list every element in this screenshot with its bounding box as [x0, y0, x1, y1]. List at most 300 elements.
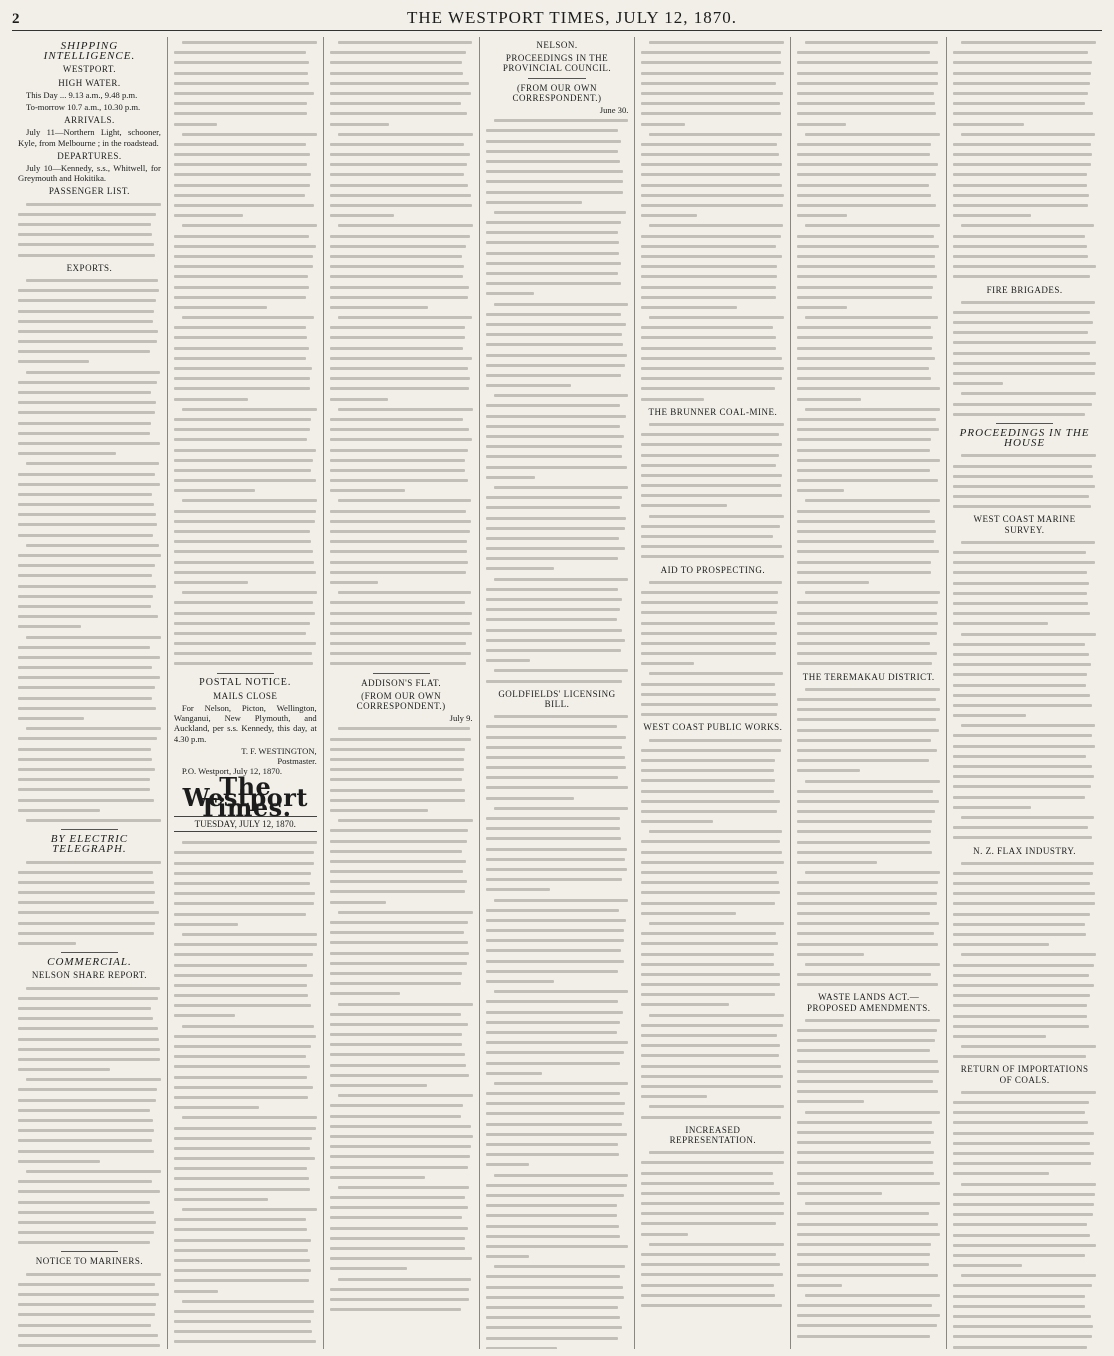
text-line: [330, 846, 473, 856]
text-line: [797, 210, 940, 220]
text-line: [330, 866, 473, 876]
text-line: [953, 822, 1096, 832]
text-line: [486, 1271, 629, 1281]
text-line: [953, 690, 1096, 700]
text-line: [174, 169, 317, 179]
text-line: [330, 628, 473, 638]
text-line: [486, 915, 629, 925]
text-line: [486, 854, 629, 864]
text-line: [641, 419, 784, 429]
text-line: [18, 632, 161, 642]
text-line: [641, 490, 784, 500]
text-line: [641, 1178, 784, 1188]
text-line: [18, 316, 161, 326]
text-line: [330, 608, 473, 618]
text-line: [18, 611, 161, 621]
text-line: [330, 1223, 473, 1233]
text-block: [641, 1147, 784, 1310]
text-line: [641, 190, 784, 200]
text-line: [953, 1021, 1096, 1031]
text-line: [486, 742, 629, 752]
text-line: [953, 1280, 1096, 1290]
text-line: [797, 190, 940, 200]
text-line: [641, 322, 784, 332]
text-line: [486, 197, 629, 207]
text-line: [174, 868, 317, 878]
text-line: [641, 735, 784, 745]
text-line: [174, 343, 317, 353]
text-line: [953, 119, 1096, 129]
text-line: [330, 414, 473, 424]
text-line: [953, 1107, 1096, 1117]
text-line: [797, 939, 940, 949]
text-line: [18, 1146, 161, 1156]
text-line: [486, 676, 629, 686]
text-line: [330, 169, 473, 179]
text-line: [174, 37, 317, 47]
column-4: [480, 37, 636, 1349]
text-line: [953, 802, 1096, 812]
text-line: [18, 550, 161, 560]
text-line: [797, 241, 940, 251]
text-line: [330, 404, 473, 414]
text-line: [953, 1301, 1096, 1311]
text-line: [797, 1117, 940, 1127]
text-line: [953, 1138, 1096, 1148]
heading-postal-notice: POSTAL NOTICE.: [199, 676, 292, 688]
text-line: [641, 999, 784, 1009]
text-line: [330, 190, 473, 200]
text-line: [641, 577, 784, 587]
text-line: [18, 275, 161, 285]
text-line: [953, 557, 1096, 567]
text-line: [486, 411, 629, 421]
text-line: [953, 1128, 1096, 1138]
text-line: [797, 536, 940, 546]
text-line: [953, 139, 1096, 149]
text-line: [486, 1190, 629, 1200]
text-line: [797, 465, 940, 475]
text-line: [953, 68, 1096, 78]
text-line: [641, 1259, 784, 1269]
text-line: [330, 1294, 473, 1304]
arrival-entry: July 11—Northern Light, schooner, Kyle, from Melbourne ; in the roadstead.: [18, 127, 161, 148]
text-line: [486, 523, 629, 533]
text-line: [797, 1015, 940, 1025]
text-line: [486, 299, 629, 309]
text-line: [486, 1017, 629, 1027]
text-block: [18, 857, 161, 949]
text-line: [18, 1084, 161, 1094]
text-line: [486, 268, 629, 278]
text-line: [641, 1081, 784, 1091]
text-line: [18, 469, 161, 479]
text-line: [330, 292, 473, 302]
text-line: [797, 796, 940, 806]
column-7: [947, 37, 1102, 1349]
text-line: [953, 348, 1096, 358]
text-line: [953, 231, 1096, 241]
text-line: [18, 621, 161, 631]
text-line: [797, 1086, 940, 1096]
text-line: [18, 877, 161, 887]
text-line: [486, 431, 629, 441]
text-line: [797, 292, 940, 302]
text-line: [797, 1178, 940, 1188]
text-line: [18, 703, 161, 713]
text-line: [174, 475, 317, 485]
text-line: [174, 292, 317, 302]
text-line: [641, 597, 784, 607]
text-line: [486, 711, 629, 721]
text-line: [641, 1091, 784, 1101]
text-line: [330, 587, 473, 597]
text-line: [486, 1312, 629, 1322]
text-line: [330, 886, 473, 896]
text-block: [953, 37, 1096, 282]
text-line: [486, 762, 629, 772]
text-line: [174, 638, 317, 648]
text-block: [18, 275, 161, 540]
heading-correspondent: (FROM OUR OWN CORRESPONDENT.): [356, 690, 446, 712]
heading-westport: WESTPORT.: [62, 64, 116, 75]
text-line: [797, 261, 940, 271]
text-line: [486, 441, 629, 451]
text-line: [641, 887, 784, 897]
text-line: [18, 489, 161, 499]
text-line: [174, 608, 317, 618]
text-line: [641, 363, 784, 373]
text-line: [330, 764, 473, 774]
text-line: [330, 1192, 473, 1202]
text-line: [486, 380, 629, 390]
heading-addisons-flat: ADDISON'S FLAT.: [361, 677, 442, 688]
text-line: [797, 149, 940, 159]
heading-mails-close: MAILS CLOSE: [213, 690, 278, 701]
text-line: [486, 966, 629, 976]
text-line: [330, 1243, 473, 1253]
text-line: [641, 1040, 784, 1050]
text-line: [330, 424, 473, 434]
text-line: [797, 47, 940, 57]
text-line: [797, 312, 940, 322]
text-line: [18, 1186, 161, 1196]
text-block: [486, 115, 629, 686]
text-line: [18, 938, 161, 948]
text-line: [18, 560, 161, 570]
text-line: [953, 710, 1096, 720]
text-line: [174, 1306, 317, 1316]
text-line: [641, 857, 784, 867]
text-line: [330, 47, 473, 57]
text-line: [174, 1031, 317, 1041]
text-line: [797, 424, 940, 434]
text-line: [953, 868, 1096, 878]
text-line: [330, 897, 473, 907]
text-line: [797, 694, 940, 704]
text-line: [330, 618, 473, 628]
text-line: [486, 390, 629, 400]
text-line: [18, 993, 161, 1003]
section-shipping: SHIPPING INTELLIGENCE.: [43, 40, 136, 63]
divider: [61, 829, 118, 830]
text-line: [641, 312, 784, 322]
text-line: [18, 1237, 161, 1247]
text-line: [486, 288, 629, 298]
text-line: [953, 720, 1096, 730]
text-line: [330, 241, 473, 251]
text-line: [174, 1092, 317, 1102]
text-line: [641, 908, 784, 918]
text-line: [797, 587, 940, 597]
text-line: [174, 837, 317, 847]
text-line: [486, 136, 629, 146]
text-line: [330, 557, 473, 567]
text-line: [641, 261, 784, 271]
text-line: [18, 1227, 161, 1237]
text-line: [18, 239, 161, 249]
text-line: [18, 458, 161, 468]
text-line: [641, 765, 784, 775]
text-line: [18, 754, 161, 764]
text-line: [174, 1204, 317, 1214]
text-line: [18, 1176, 161, 1186]
text-line: [797, 816, 940, 826]
text-line: [174, 68, 317, 78]
text-line: [330, 68, 473, 78]
text-line: [797, 908, 940, 918]
text-line: [174, 200, 317, 210]
text-line: [330, 139, 473, 149]
text-line: [953, 501, 1096, 511]
text-line: [330, 805, 473, 815]
text-line: [174, 332, 317, 342]
text-line: [797, 725, 940, 735]
text-line: [953, 450, 1096, 460]
text-line: [330, 774, 473, 784]
text-line: [953, 990, 1096, 1000]
divider: [996, 423, 1053, 424]
text-line: [330, 1019, 473, 1029]
text-line: [953, 598, 1096, 608]
text-line: [486, 793, 629, 803]
text-line: [953, 1011, 1096, 1021]
text-line: [797, 1127, 940, 1137]
text-line: [953, 317, 1096, 327]
text-line: [641, 231, 784, 241]
text-line: [797, 485, 940, 495]
text-line: [797, 455, 940, 465]
text-line: [953, 307, 1096, 317]
text-line: [797, 119, 940, 129]
text-line: [797, 343, 940, 353]
text-line: [797, 129, 940, 139]
text-line: [797, 383, 940, 393]
high-water-today: This Day ... 9.13 a.m., 9.48 p.m.: [26, 89, 138, 100]
text-line: [486, 574, 629, 584]
text-line: [953, 399, 1096, 409]
text-line: [641, 251, 784, 261]
text-line: [330, 927, 473, 937]
text-line: [174, 1235, 317, 1245]
text-line: [174, 353, 317, 363]
text-line: [330, 754, 473, 764]
text-line: [18, 1166, 161, 1176]
text-line: [641, 108, 784, 118]
text-line: [797, 1280, 940, 1290]
text-block: [797, 1015, 940, 1341]
text-line: [797, 928, 940, 938]
text-line: [486, 935, 629, 945]
text-line: [797, 78, 940, 88]
text-line: [18, 682, 161, 692]
text-line: [797, 755, 940, 765]
text-line: [330, 836, 473, 846]
text-line: [953, 88, 1096, 98]
text-line: [797, 475, 940, 485]
text-line: [953, 858, 1096, 868]
text-line: [174, 1275, 317, 1285]
text-line: [953, 1331, 1096, 1341]
text-line: [797, 959, 940, 969]
text-line: [641, 98, 784, 108]
text-line: [797, 200, 940, 210]
text-line: [174, 180, 317, 190]
newspaper-title: THE WESTPORT TIMES, JULY 12, 1870.: [406, 8, 738, 27]
text-line: [330, 108, 473, 118]
text-line: [330, 958, 473, 968]
text-line: [486, 1210, 629, 1220]
text-line: [486, 1292, 629, 1302]
text-line: [641, 816, 784, 826]
text-line: [174, 1336, 317, 1346]
text-line: [18, 519, 161, 529]
text-line: [953, 337, 1096, 347]
text-line: [953, 159, 1096, 169]
text-line: [18, 887, 161, 897]
text-line: [641, 1198, 784, 1208]
text-line: [953, 537, 1096, 547]
text-line: [486, 258, 629, 268]
text-line: [953, 649, 1096, 659]
text-line: [486, 665, 629, 675]
text-line: [641, 332, 784, 342]
text-line: [330, 78, 473, 88]
text-line: [953, 1148, 1096, 1158]
text-line: [953, 960, 1096, 970]
text-line: [18, 1217, 161, 1227]
text-line: [330, 734, 473, 744]
text-line: [953, 491, 1096, 501]
text-line: [174, 312, 317, 322]
text-line: [953, 149, 1096, 159]
text-line: [486, 156, 629, 166]
text-line: [797, 1259, 940, 1269]
text-line: [797, 1229, 940, 1239]
text-line: [174, 1265, 317, 1275]
text-line: [797, 1056, 940, 1066]
column-5: [635, 37, 791, 1349]
text-line: [797, 867, 940, 877]
text-line: [953, 481, 1096, 491]
column-6: [791, 37, 947, 1349]
text-line: [18, 418, 161, 428]
text-line: [486, 533, 629, 543]
text-line: [641, 1147, 784, 1157]
text-line: [486, 976, 629, 986]
text-line: [797, 251, 940, 261]
text-line: [174, 1347, 317, 1349]
text-line: [953, 659, 1096, 669]
text-line: [174, 577, 317, 587]
text-line: [641, 836, 784, 846]
text-line: [18, 1197, 161, 1207]
text-line: [18, 1289, 161, 1299]
text-line: [641, 129, 784, 139]
text-line: [330, 434, 473, 444]
text-line: [953, 1321, 1096, 1331]
text-line: [18, 1269, 161, 1279]
text-line: [18, 295, 161, 305]
text-line: [641, 709, 784, 719]
text-line: [641, 383, 784, 393]
text-line: [797, 434, 940, 444]
text-block: [953, 450, 1096, 511]
text-line: [797, 506, 940, 516]
text-line: [641, 1101, 784, 1111]
text-line: [174, 536, 317, 546]
heading-share-report: NELSON SHARE REPORT.: [31, 970, 147, 981]
text-line: [486, 1027, 629, 1037]
text-line: [486, 115, 629, 125]
text-line: [797, 826, 940, 836]
text-line: [174, 909, 317, 919]
mails-text: For Nelson, Picton, Wellington, Wanganui, New Plymouth, and Auckland, per s.s. Kennedy, this day, at 4.30 p.m.: [173, 703, 317, 744]
text-line: [486, 1221, 629, 1231]
text-line: [174, 455, 317, 465]
text-line: [18, 857, 161, 867]
text-line: [641, 169, 784, 179]
text-line: [174, 210, 317, 220]
text-line: [330, 876, 473, 886]
text-line: [330, 159, 473, 169]
text-line: [174, 970, 317, 980]
text-line: [330, 1151, 473, 1161]
text-line: [18, 795, 161, 805]
text-line: [797, 648, 940, 658]
text-line: [174, 57, 317, 67]
text-line: [18, 642, 161, 652]
text-line: [18, 1309, 161, 1319]
postal-place-date: P.O. Westport, July 12, 1870.: [181, 766, 282, 777]
text-line: [797, 684, 940, 694]
text-line: [18, 672, 161, 682]
text-line: [953, 1087, 1096, 1097]
text-line: [641, 786, 784, 796]
text-line: [330, 1212, 473, 1222]
text-line: [330, 1080, 473, 1090]
text-line: [641, 689, 784, 699]
text-line: [797, 658, 940, 668]
text-line: [953, 200, 1096, 210]
text-line: [797, 526, 940, 536]
text-line: [174, 231, 317, 241]
heading-provincial-council: PROCEEDINGS IN THE PROVINCIAL COUNCIL.: [502, 53, 612, 74]
text-line: [174, 888, 317, 898]
text-line: [18, 1034, 161, 1044]
text-line: [486, 844, 629, 854]
text-line: [18, 229, 161, 239]
